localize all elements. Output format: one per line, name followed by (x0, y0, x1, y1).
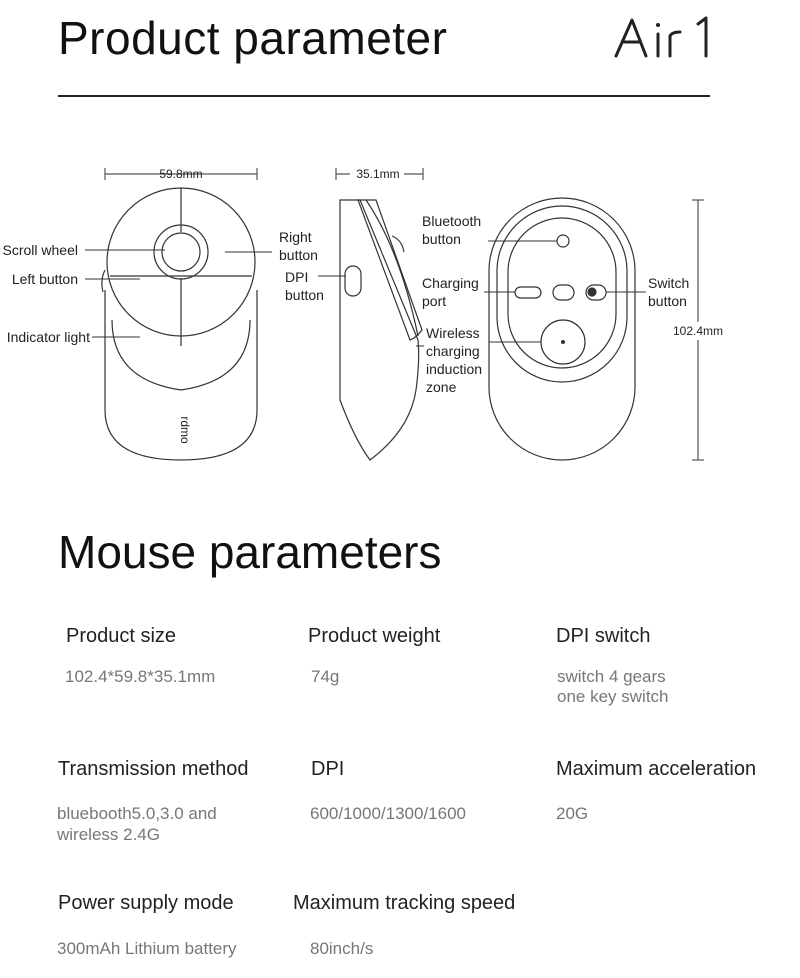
title-divider (58, 95, 710, 97)
param-value-dpi-switch-1: switch 4 gears (557, 667, 666, 686)
param-label-max-tracking: Maximum tracking speed (293, 892, 516, 914)
callout-wireless-zone-1: Wireless (426, 325, 480, 341)
callout-wireless-zone-4: zone (426, 379, 457, 395)
param-label-max-acceleration: Maximum acceleration (556, 758, 757, 780)
callout-right-button-1: Right (279, 229, 312, 245)
callout-left-button: Left button (11, 271, 78, 287)
callout-bluetooth-button-1: Bluetooth (422, 213, 482, 229)
param-value-transmission-2: wireless 2.4G (57, 825, 160, 844)
callout-dpi-button-1: DPI (285, 269, 309, 285)
callout-scroll-wheel: Scroll wheel (2, 242, 78, 258)
height-dimension: 35.1mm (356, 167, 400, 181)
callout-switch-button-1: Switch (648, 275, 690, 291)
callout-charging-port-2: port (422, 293, 447, 309)
callout-charging-port-1: Charging (422, 275, 479, 291)
side-view (336, 168, 423, 460)
param-value-max-tracking: 80inch/s (310, 939, 374, 958)
param-value-power-supply: 300mAh Lithium battery (57, 939, 237, 958)
length-dimension: 102.4mm (672, 324, 724, 338)
callout-switch-button-2: button (648, 293, 687, 309)
callout-bluetooth-button-2: button (422, 231, 461, 247)
brand-mark: rdmo (178, 416, 192, 444)
param-value-product-weight: 74g (311, 667, 340, 686)
param-label-product-weight: Product weight (308, 625, 441, 647)
width-dimension: 59.8mm (159, 167, 203, 181)
callout-wireless-zone-3: induction (426, 361, 483, 377)
param-label-transmission: Transmission method (58, 758, 249, 780)
param-label-product-size: Product size (66, 625, 177, 647)
param-value-product-size: 102.4*59.8*35.1mm (65, 667, 216, 686)
callout-indicator-light: Indicator light (6, 329, 90, 345)
param-label-dpi-switch: DPI switch (556, 625, 651, 647)
page-title: Product parameter (58, 12, 448, 64)
param-value-max-acceleration: 20G (556, 804, 589, 823)
param-value-transmission-1: bluebooth5.0,3.0 and (57, 804, 217, 823)
callout-dpi-button-2: button (285, 287, 324, 303)
product-diagram (0, 140, 800, 480)
param-value-dpi: 600/1000/1300/1600 (310, 804, 466, 823)
callout-wireless-zone-2: charging (426, 343, 480, 359)
param-label-power-supply: Power supply mode (58, 892, 234, 914)
section-title: Mouse parameters (58, 526, 442, 578)
param-value-dpi-switch-2: one key switch (557, 687, 669, 706)
air1-logo (612, 12, 714, 64)
callout-right-button-2: button (279, 247, 318, 263)
param-label-dpi: DPI (311, 758, 345, 780)
